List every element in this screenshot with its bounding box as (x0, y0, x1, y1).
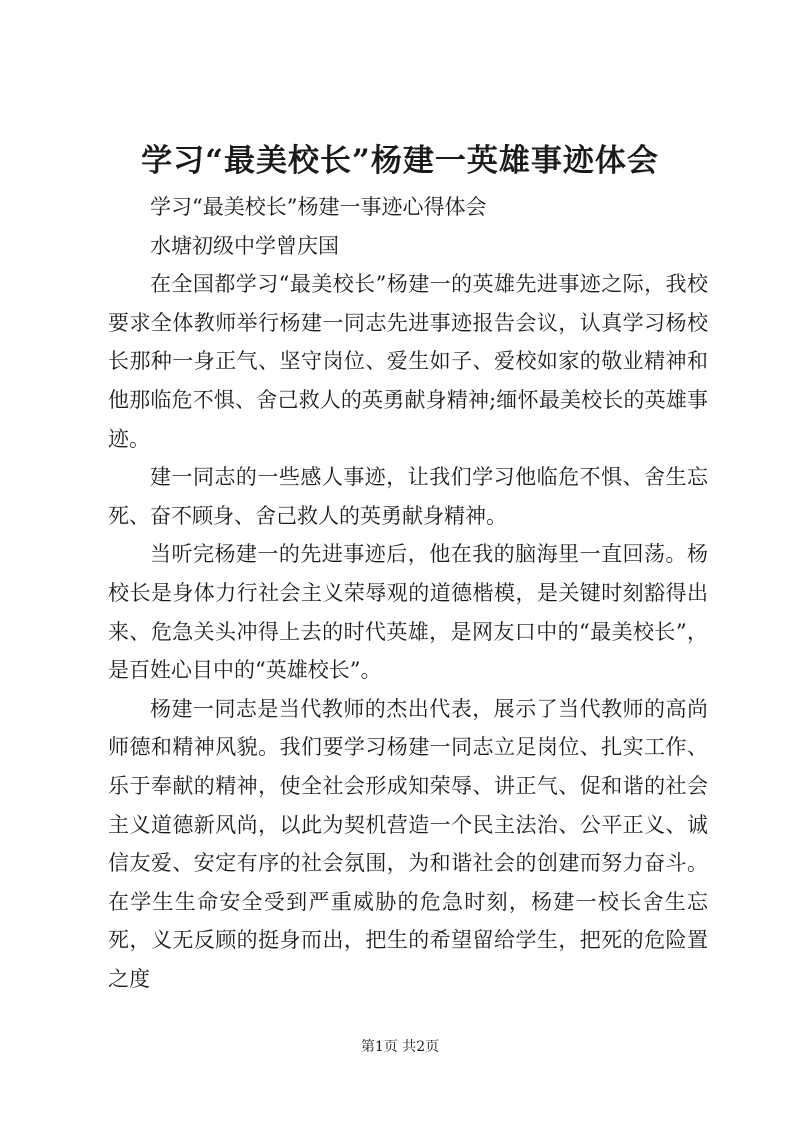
document-title: 学习“最美校长”杨建一英雄事迹体会 (141, 143, 659, 179)
body-paragraph: 当听完杨建一的先进事迹后，他在我的脑海里一直回荡。杨校长是身体力行社会主义荣辱观的道德楷模，是关键时刻豁得出来、危急关头冲得上去的时代英雄，是网友口中的“最美校长”，是百姓心目中的“英雄校长”。 (108, 542, 708, 683)
page-number-footer: 第1页 共2页 (360, 1039, 440, 1055)
body-paragraph: 在全国都学习“最美校长”杨建一的英雄先进事迹之际，我校要求全体教师举行杨建一同志先进事迹报告会议，认真学习杨校长那种一身正气、坚守岗位、爱生如子、爱校如家的敬业精神和他那临危不惧、舍己救人的英勇献身精神;缅怀最美校长的英雄事迹。 (108, 272, 708, 451)
author-line: 水塘初级中学曾庆国 (150, 233, 339, 258)
body-paragraph: 杨建一同志是当代教师的杰出代表，展示了当代教师的高尚师德和精神风貌。我们要学习杨建一同志立足岗位、扎实工作、乐于奉献的精神，使全社会形成知荣辱、讲正气、促和谐的社会主义道德新风尚，以此为契机营造一个民主法治、公平正义、诚信友爱、安定有序的社会氛围，为和谐社会的创建而努力奋斗。在学生生命安全受到严重威胁的危急时刻，杨建一校长舍生忘死，义无反顾的挺身而出，把生的希望留给学生，把死的危险置之度 (108, 696, 708, 991)
subtitle-paragraph: 学习“最美校长”杨建一事迹心得体会 (150, 195, 487, 219)
document-body (108, 188, 708, 998)
body-paragraph: 建一同志的一些感人事迹，让我们学习他临危不惧、舍生忘死、奋不顾身、舍己救人的英勇献身精神。 (108, 465, 708, 528)
